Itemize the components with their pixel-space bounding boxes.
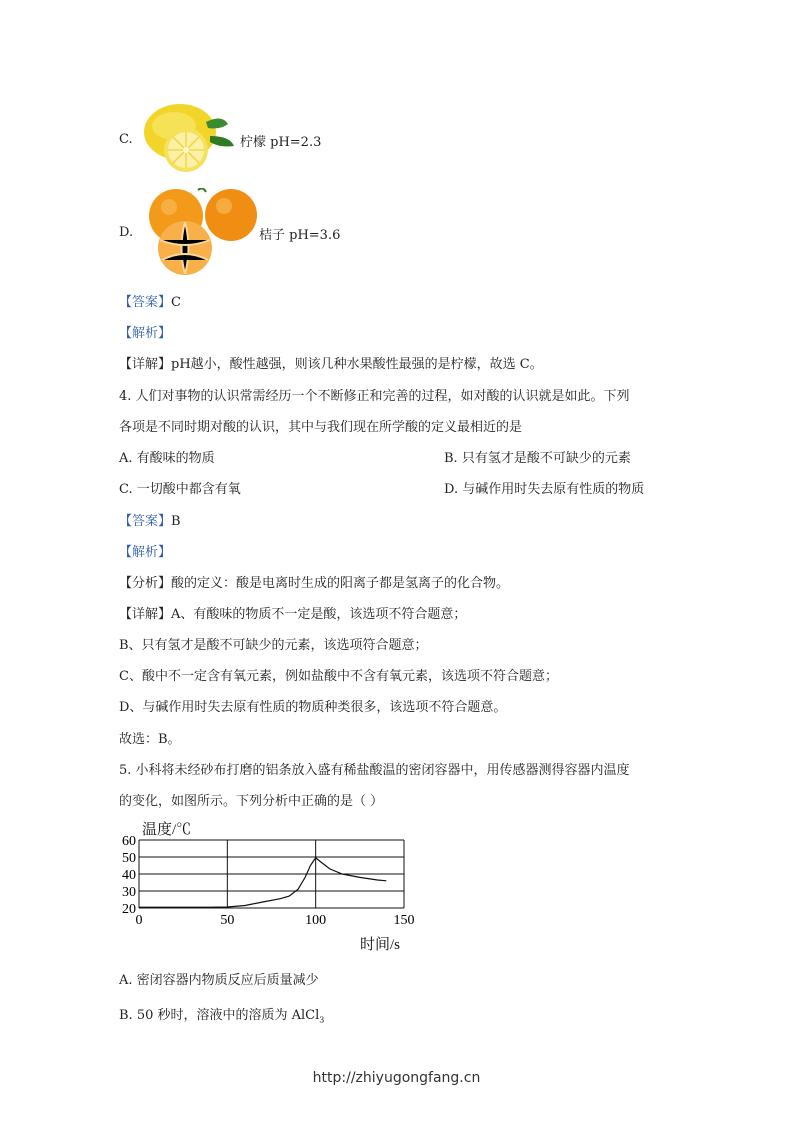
answer-value: B — [171, 514, 181, 529]
x-tick-label: 150 — [393, 913, 415, 928]
option-d-label: 桔子 pH=3.6 — [259, 228, 341, 243]
footer-url: http://zhiyugongfang.cn — [312, 1070, 481, 1086]
q3-analysis — [119, 322, 171, 341]
detail-text: A、有酸味的物质不一定是酸，该选项不符合题意； — [171, 607, 467, 622]
detail-tag: 【详解】 — [119, 607, 172, 622]
option-c-label: 柠檬 pH=2.3 — [240, 135, 322, 150]
q5-option-b-text: B. 50 秒时，溶液中的溶质为 AlCl — [119, 1008, 320, 1023]
y-tick-label: 40 — [122, 868, 136, 883]
q4-detail-d: D、与碱作用时失去原有性质的物质种类很多，该选项不符合题意。 — [119, 700, 507, 715]
analysis-tag: 【解析】 — [119, 545, 172, 560]
temperature-curve — [139, 858, 386, 907]
lemon-image — [140, 100, 238, 175]
q4-option-b: B. 只有氢才是酸不可缺少的元素 — [444, 451, 631, 466]
fenxi-text: 酸的定义：酸是电离时生成的阳离子都是氢离子的化合物。 — [171, 576, 510, 591]
q4-analysis — [119, 541, 171, 560]
y-tick-label: 30 — [122, 885, 136, 900]
q5-option-b-subscript: 3 — [319, 1015, 325, 1025]
y-tick-label: 60 — [122, 834, 136, 849]
answer-tag: 【答案】 — [119, 514, 172, 529]
detail-text: pH越小，酸性越强，则该几种水果酸性最强的是柠檬，故选 C。 — [171, 357, 543, 372]
analysis-tag: 【解析】 — [119, 326, 172, 341]
y-axis-label: 温度/℃ — [142, 822, 192, 838]
option-d-letter: D. — [119, 225, 134, 240]
fenxi-tag: 【分析】 — [119, 576, 172, 591]
q3-answer — [119, 291, 181, 310]
q4-option-d: D. 与碱作用时失去原有性质的物质 — [444, 482, 645, 497]
answer-value: C — [171, 295, 181, 310]
orange-image — [140, 188, 258, 276]
y-tick-label: 20 — [122, 902, 136, 917]
y-tick-label: 50 — [122, 851, 136, 866]
x-axis-label: 时间/s — [360, 937, 401, 953]
q5-stem-line2: 的变化，如图所示。下列分析中正确的是（ ） — [119, 794, 384, 809]
q4-option-c: C. 一切酸中都含有氧 — [119, 482, 241, 497]
q3-detail — [119, 353, 543, 372]
q4-stem-line2: 各项是不同时期对酸的认识，其中与我们现在所学酸的定义最相近的是 — [119, 420, 523, 435]
q4-detail — [119, 603, 466, 622]
q4-answer — [119, 510, 181, 529]
x-tick-label: 50 — [220, 913, 235, 928]
q4-option-a: A. 有酸味的物质 — [119, 451, 215, 466]
q5-option-a: A. 密闭容器内物质反应后质量减少 — [119, 973, 319, 988]
q5-stem-line1: 5. 小科将未经砂布打磨的铝条放入盛有稀盐酸温的密闭容器中，用传感器测得容器内温度 — [119, 763, 630, 778]
option-c-letter: C. — [119, 132, 133, 147]
q5-option-b — [119, 1004, 324, 1025]
x-tick-label: 100 — [305, 913, 327, 928]
x-tick-label: 0 — [135, 913, 143, 928]
q4-conclusion: 故选：B。 — [119, 732, 181, 747]
q4-detail-b: B、只有氢才是酸不可缺少的元素，该选项符合题意； — [119, 638, 428, 653]
temperature-chart — [112, 818, 422, 953]
detail-tag: 【详解】 — [119, 357, 172, 372]
answer-tag: 【答案】 — [119, 295, 172, 310]
q4-fenxi — [119, 572, 509, 591]
q4-detail-c: C、酸中不一定含有氧元素，例如盐酸中不含有氧元素，该选项不符合题意； — [119, 669, 558, 684]
q4-stem-line1: 4. 人们对事物的认识常需经历一个不断修正和完善的过程，如对酸的认识就是如此。下列 — [119, 389, 630, 404]
